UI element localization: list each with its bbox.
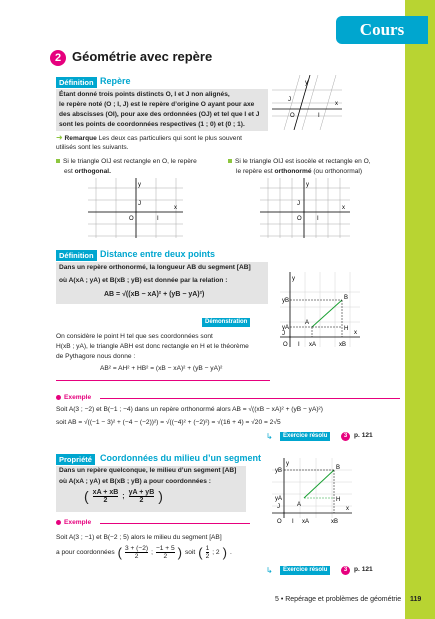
case-orthonormal-2: le repère est orthonormé (ou orthonormal) (236, 168, 363, 175)
i-label: I (317, 216, 319, 222)
midpoint-formula: ( xA + xB 2 ; yA + yB 2 ) (84, 488, 163, 504)
svg-text:O: O (283, 342, 288, 348)
exercise-number: 3 (341, 432, 350, 441)
property-line: où A(xA ; yA) et B(xB ; yB) a pour coordonnées : (59, 478, 211, 485)
definition-line: où A(xA ; yA) et B(xB ; yB) est donnée par la relation : (59, 277, 228, 284)
demo-line: On considère le point H tel que ses coordonnées sont (56, 333, 213, 340)
orthogonal-graph (88, 178, 183, 238)
demo-line: H(xB ; yA), le triangle ABH est donc rectangle en H et le théorème (56, 343, 249, 350)
remark-text2: utilisés sont les suivants. (56, 144, 129, 151)
svg-text:x: x (346, 506, 349, 512)
svg-text:B: B (336, 465, 341, 471)
svg-text:A: A (297, 502, 302, 508)
distance-formula: AB = √((xB − xA)² + (yB − yA)²) (104, 291, 205, 298)
divider (56, 380, 270, 381)
svg-text:yB: yB (275, 468, 283, 474)
exercise-page: p. 121 (354, 432, 373, 439)
axis-x-label: x (335, 101, 338, 107)
demonstration-label: Démonstration (202, 318, 250, 327)
svg-text:I: I (292, 519, 294, 525)
case-orthogonal: Si le triangle OIJ est rectangle en O, le repère (56, 157, 197, 167)
arrow-icon: ↳ (266, 432, 273, 441)
origin-label: O (129, 216, 134, 222)
svg-text:x: x (354, 330, 357, 336)
bullet-icon (56, 159, 60, 163)
svg-text:H: H (336, 497, 341, 503)
exercise-number: 3 (341, 566, 350, 575)
property-label: Propriété (56, 454, 95, 465)
j-label: J (138, 201, 141, 207)
bullet-icon (56, 520, 61, 525)
svg-text:I: I (298, 342, 300, 348)
midpoint-graph (272, 458, 352, 528)
definition-title: Repère (100, 76, 131, 86)
svg-text:yB: yB (282, 298, 290, 304)
remark-label: Remarque (64, 135, 97, 142)
svg-text:y: y (286, 461, 289, 467)
svg-text:xA: xA (309, 342, 317, 348)
svg-text:O: O (277, 519, 282, 525)
svg-text:xB: xB (339, 342, 347, 348)
definition-line: le repère noté (O ; I, J) est le repère d’origine O ayant pour axe (59, 101, 255, 108)
svg-text:y: y (292, 276, 295, 282)
arrow-right-icon: ➜ (56, 133, 63, 142)
example-line: soit AB = √((−1 − 3)² + (−4 − (−2))²) = √((−4)² + (−2)²) = √(16 + 4) = √20 = 2√5 (56, 419, 281, 426)
origin-label: O (297, 216, 302, 222)
i-label: I (318, 113, 320, 119)
definition-line: Dans un repère orthonormé, la longueur AB du segment [AB] (59, 264, 251, 271)
section-number: 2 (50, 50, 66, 66)
example-midpoint: a pour coordonnées ( 3 + (−2) 2 ; −1 + 5 2 ) soit ( 1 2 ; 2 ) . (56, 545, 232, 560)
page-number: 119 (410, 596, 422, 603)
example-label: Exemple (56, 518, 91, 528)
i-label: I (157, 216, 159, 222)
svg-text:yA: yA (282, 325, 290, 331)
side-band (405, 0, 435, 619)
section-title: Géométrie avec repère (72, 49, 213, 64)
svg-text:B: B (344, 295, 349, 301)
arrow-icon: ↳ (266, 566, 273, 575)
origin-label: O (290, 113, 295, 119)
orthonormal-graph (260, 178, 350, 238)
definition-title: Distance entre deux points (100, 249, 216, 259)
j-label: J (288, 97, 291, 103)
property-line: Dans un repère quelconque, le milieu d’un segment [AB] (59, 467, 237, 474)
bullet-icon (228, 159, 232, 163)
axis-y-label: y (138, 182, 141, 188)
distance-graph (280, 272, 360, 362)
axis-x-label: x (342, 205, 345, 211)
exercise-link[interactable]: Exercice résolu (280, 566, 330, 575)
bullet-icon (56, 395, 61, 400)
svg-text:J: J (277, 504, 280, 510)
divider (100, 398, 400, 399)
divider (100, 523, 250, 524)
definition-line: Étant donné trois points distincts O, I et J non alignés, (59, 91, 230, 98)
cours-tab: Cours (336, 16, 428, 44)
skewed-frame-graph (272, 75, 342, 130)
example-label: Exemple (56, 393, 91, 403)
definition-label: Définition (56, 77, 97, 88)
svg-text:xB: xB (331, 519, 339, 525)
j-label: J (297, 201, 300, 207)
svg-text:yA: yA (275, 496, 283, 502)
demo-formula: AB² = AH² + HB² = (xB − xA)² + (yB − yA)² (100, 365, 223, 372)
axis-x-label: x (174, 205, 177, 211)
example-line: Soit A(3 ; −1) et B(−2 ; 5) alors le milieu du segment [AB] (56, 534, 222, 541)
property-title: Coordonnées du milieu d’un segment (100, 453, 262, 463)
svg-text:J: J (282, 331, 285, 337)
case-orthonormal: Si le triangle OIJ est isocèle et rectangle en O, (228, 157, 371, 167)
definition-line: sont les points de coordonnées respectives (1 ; 0) et (0 ; 1). (59, 121, 245, 128)
case-orthogonal-2: est orthogonal. (64, 168, 111, 175)
svg-text:xA: xA (302, 519, 310, 525)
axis-y-label: y (306, 182, 309, 188)
svg-text:H: H (344, 326, 349, 332)
exercise-link[interactable]: Exercice résolu (280, 432, 330, 441)
remark-text: Les deux cas particuliers qui sont le plus souvent (98, 135, 242, 142)
definition-line: des abscisses (OI), pour axe des ordonnées (OJ) et tel que I et J (59, 111, 260, 118)
example-line: Soit A(3 ; −2) et B(−1 ; −4) dans un repère orthonormé alors AB = √((xB − xA)² + (yB − yA)²) (56, 406, 323, 413)
definition-label: Définition (56, 250, 97, 261)
footer-chapter: 5 • Repérage et problèmes de géométrie (275, 596, 402, 603)
exercise-page: p. 121 (354, 566, 373, 573)
axis-y-label: y (305, 80, 308, 86)
svg-text:A: A (305, 320, 310, 326)
demo-line: de Pythagore nous donne : (56, 353, 136, 360)
